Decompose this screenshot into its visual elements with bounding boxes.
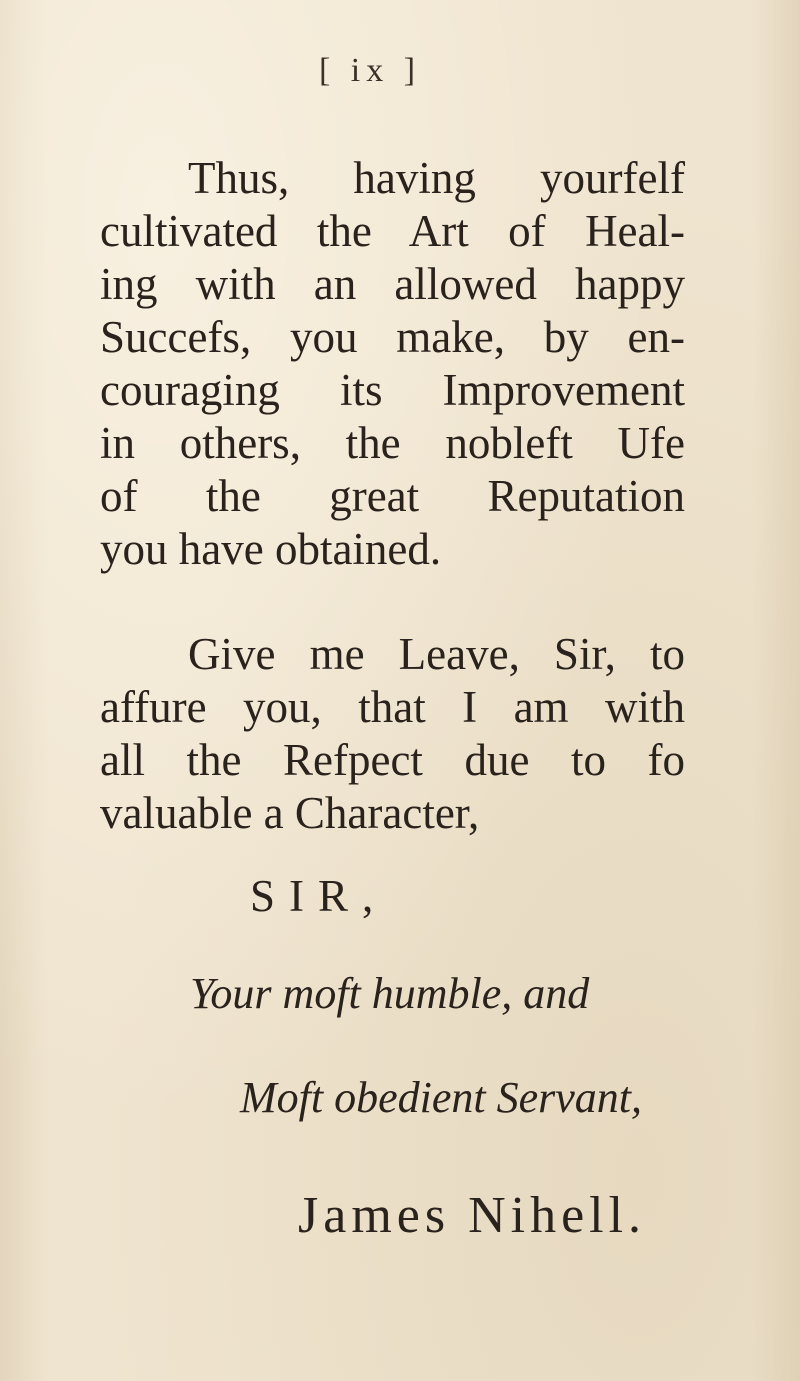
paragraph-line: Succefs, you make, by en- [100, 312, 685, 362]
paragraph-line: Give me Leave, Sir, to [188, 629, 685, 679]
paragraph-line: of the great Reputation [100, 471, 685, 521]
paragraph-line: you have obtained. [100, 524, 442, 574]
closing-line-2: Moft obedient Servant, [240, 1073, 643, 1122]
signature: James Nihell. [298, 1187, 647, 1244]
paragraph-line: Thus, having yourfelf [188, 153, 685, 203]
page-number: [ ix ] [318, 52, 422, 89]
paragraph-line: valuable a Character, [100, 788, 480, 838]
paragraph-line: all the Refpect due to fo [100, 735, 685, 785]
paragraph-line: cultivated the Art of Heal- [100, 206, 685, 256]
paragraph-1 [100, 152, 685, 576]
paragraph-line: ing with an allowed happy [100, 259, 685, 309]
paragraph-2 [100, 628, 685, 840]
closing-line-1: Your moft humble, and [190, 969, 590, 1018]
paragraph-line: in others, the nobleft Ufe [100, 418, 685, 468]
salutation: SIR, [250, 871, 388, 921]
paragraph-line: couraging its Improvement [100, 365, 685, 415]
paragraph-line: affure you, that I am with [100, 682, 685, 732]
